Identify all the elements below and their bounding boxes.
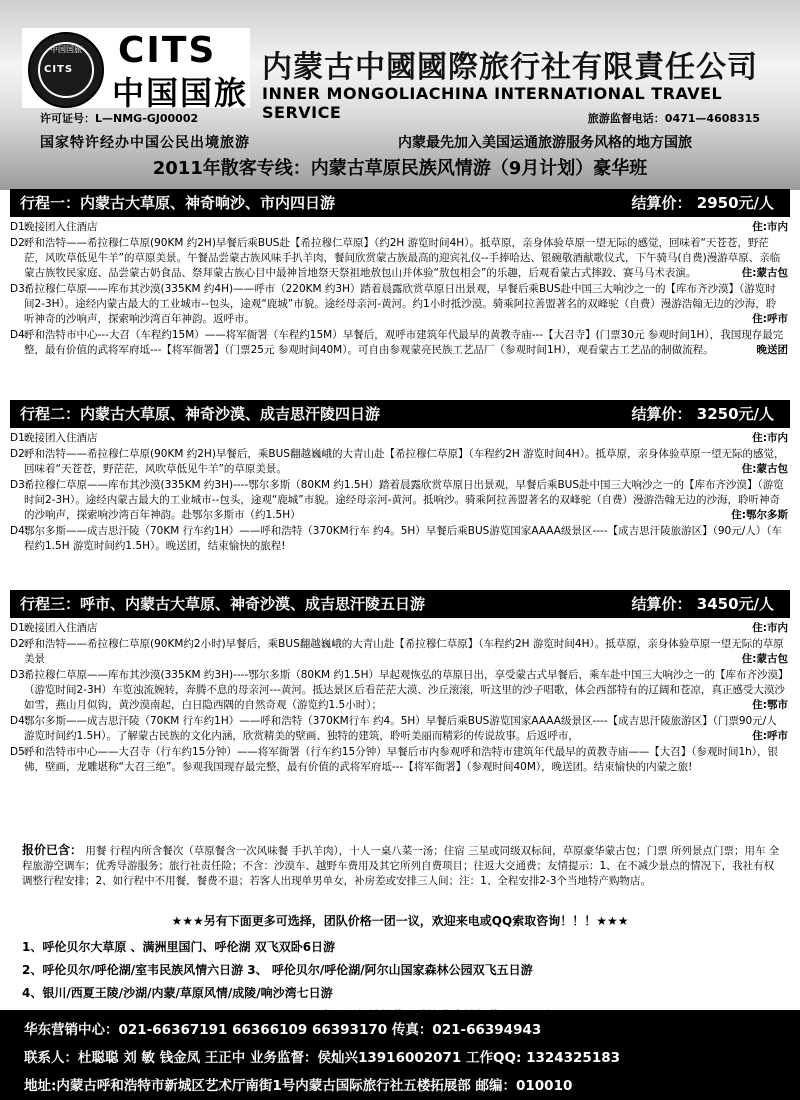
itinerary-2-header xyxy=(10,400,790,428)
itinerary-2 xyxy=(10,400,790,554)
itinerary-2-day-1: D1: 晚接团入住酒店 住:市内 xyxy=(10,432,788,444)
route-item: 2、呼伦贝尔/呼伦湖/室韦民族风情六日游 3、 呼伦贝尔/呼伦湖/阿尔山国家森林公园双飞五日游 xyxy=(22,963,533,977)
itinerary-2-day-2: D2: 呼和浩特——希拉穆仁草原(90KM 约2H)早餐后，乘BUS翻越巍峨的大青山赴【希拉穆仁草原】（车程约2H 游览时间4H）。抵草原，亲身体验草原一望无际的感觉，回味着“天苍苍，野茫茫，风吹草低见牛羊”的草原美景。 住:蒙古包 xyxy=(10,448,788,475)
logo-cn-small: 中国国旅 xyxy=(50,45,82,54)
itinerary-3-price: 结算价： 3450元/人 xyxy=(631,595,774,613)
itinerary-1-price: 结算价： 2950元/人 xyxy=(631,194,774,212)
logo-cits-small: CITS xyxy=(44,64,74,75)
header-banner xyxy=(0,0,800,190)
footer-contact-line: 联系人：杜聪聪 刘 敏 钱金凤 王正中 业务监督：侯灿兴13916002071 工作QQ: 1324325183 xyxy=(24,1050,621,1066)
itinerary-3-day-1: D1: 晚接团入住酒店 住:市内 xyxy=(10,622,788,634)
stay-label: 住:蒙古包 xyxy=(738,266,788,281)
globe-logo-icon xyxy=(28,32,104,108)
stay-label: 住:呼市 xyxy=(748,729,788,744)
price-includes xyxy=(22,843,782,889)
contact-footer xyxy=(0,1010,800,1100)
stay-label: 住:蒙古包 xyxy=(738,462,788,477)
itinerary-3 xyxy=(10,590,790,775)
itinerary-3-title: 行程三：呼市、内蒙古大草原、神奇沙漠、成吉思汗陵五日游 xyxy=(20,595,426,613)
itinerary-1-day-1: D1: 晚接团入住酒店 住:市内 xyxy=(10,221,788,233)
itinerary-3-day-4: D4: 鄂尔多斯——成吉思汗陵（70KM 行车约1H）——呼和浩特（370KM行车 约4。5H）早餐后乘BUS游览国家AAAA级景区----【成吉思汗陵旅游区】（门票90元/人 游览时间约1.5H）。了解蒙古民族的文化内涵，欣赏精美的壁画、独特的建筑，聆听美丽而精彩的传说故事。后返呼市， 住:呼市 xyxy=(10,715,788,742)
route-item: 4、银川/西夏王陵/沙湖/内蒙/草原风情/成陵/响沙湾七日游 xyxy=(22,986,333,1000)
itinerary-2-day-3: D3: 希拉穆仁草原——库布其沙漠(335KM 约3H)----鄂尔多斯（80KM 约1.5H）踏着晨露欣赏草原日出景观，早餐后乘BUS赴中国三大响沙之一的【库布齐沙漠】（游览时间2-3H）。途经内蒙古最大的工业城市--包头，途观“鹿城”市貌。途经母亲河-黄河。抵响沙。骑乘阿拉善盟著名的双峰驼（自费）漫游浩翰无边的沙海，聆听神奇的沙响声，探索响沙湾百年神韵。赴鄂尔多斯市（约1.5H） 住:鄂尔多斯 xyxy=(10,479,788,521)
cits-logo xyxy=(22,28,250,112)
itinerary-1-day-3: D3: 希拉穆仁草原——库布其沙漠(335KM 约4H)——呼市（220KM 约3H）踏着晨露欣赏草原日出景观，早餐后乘BUS赴中国三大响沙之一的【库布齐沙漠】（游览时间2-3H）。途经内蒙古最大的工业城市--包头，途观“鹿城”市貌。途经母亲河-黄河。约1小时抵沙漠。骑乘阿拉善盟著名的双峰驼（自费）漫游浩翰无边的沙海，聆听神奇的沙响声，探索响沙湾百年神韵。返呼市。 住:呼市 xyxy=(10,283,788,325)
more-options-notice: ★★★另有下面更多可选择，团队价格一团一议，欢迎来电或QQ索取咨询！！！★★★ xyxy=(171,914,629,928)
itinerary-3-day-5: D5: 呼和浩特市中心——大召寺（行车约15分钟）——将军衙署（行车约15分钟）早餐后市内参观呼和浩特市建筑年代最早的黄教寺庙——【大召】（参观时间1h），银佛，壁画，龙雕堪称“大召三绝”。参观我国现存最完整，最有价值的武将军府坻---【将军衙署】（参观时间40M），晚送团。结束愉快的内蒙之旅! xyxy=(10,746,779,773)
logo-cn-text: 中国国旅 xyxy=(112,74,249,112)
price-includes-text: 用餐 行程内所含餐次（草原餐含一次风味餐 手扒羊肉），十人一桌八菜一汤；住宿 三星或同级双标间，草原豪华蒙古包；门票 所列景点门票；用车 全程旅游空调车；优秀导游服务；旅行社责任险；不含：沙漠车、越野车费用及其它所列自费项目；往返大交通费；友情提示：1、在不减少景点的情况下，我社有权调整行程安排；2、如行程中不用餐，餐费不退；若客人出现单男单女，补房差或安排三人间；注：1、全程安排2-3个当地特产购物店。 xyxy=(22,845,780,887)
stay-label: 住:呼市 xyxy=(748,312,788,327)
company-name-en: INNER MONGOLIACHINA INTERNATIONAL TRAVEL SERVICE xyxy=(262,84,723,122)
route-item: 1、呼伦贝尔大草原 、满洲里国门、呼伦湖 双飞双卧6日游 xyxy=(22,940,336,954)
stay-label: 住:鄂市 xyxy=(748,698,788,713)
itinerary-2-title: 行程二：内蒙古大草原、神奇沙漠、成吉思汗陵四日游 xyxy=(20,405,381,423)
license-number: 许可证号：L—NMG-GJ00002 xyxy=(40,112,199,125)
stay-label: 住:市内 xyxy=(748,621,788,636)
itinerary-2-day-4: D4: 鄂尔多斯——成吉思汗陵（70KM 行车约1H）——呼和浩特（370KM行车 约4。5H）早餐后乘BUS游览国家AAAA级景区----【成吉思汗陵旅游区】（90元/人）（车程约1.5H 游览时间约1.5H）。晚送团，结束愉快的旅程! xyxy=(10,525,783,552)
itinerary-1-day-4: D4: 呼和浩特市中心---大召（车程约15M）——将军衙署（车程约15M）早餐后，观呼市建筑年代最早的黄教寺庙---【大召寺】(门票30元 参观时间1H），我国现存最完整，最有价值的武将军府坻---【将军衙署】（门票25元 参观时间40M）。可自由参观蒙亮民族工艺品厂（参观时间1H），观看蒙古工艺品的制做流程。 晚送团 xyxy=(10,329,788,356)
subtitle-left: 国家特许经办中国公民出境旅游 xyxy=(40,135,250,151)
itinerary-1-title: 行程一：内蒙古大草原、神奇响沙、市内四日游 xyxy=(20,194,336,212)
itinerary-1-day-2: D2: 呼和浩特——希拉穆仁草原(90KM 约2H)早餐后乘BUS赴【希拉穆仁草原】（约2H 游览时间4H）。抵草原，亲身体验草原一望无际的感觉，回味着“天苍苍，野茫茫，风吹草低见牛羊”的草原美景。午餐品尝蒙古族风味手扒羊肉，餐间欣赏蒙古族最高的迎宾礼仪--手捧哈达、银碗敬酒献歌仪式，下午骑马(自费)漫游草原、亲临蒙古族牧民家庭、品尝蒙古奶食品、祭拜蒙古族心目中最神旨地祭天祭祖地敖包山并体验“敖包相会”的乐趣，后观看蒙古式摔跤、赛马马术表演。 住:蒙古包 xyxy=(10,237,788,279)
stay-label: 住:蒙古包 xyxy=(738,652,788,667)
itinerary-3-day-3: D3: 希拉穆仁草原——库布其沙漠(335KM 约3H)----鄂尔多斯（80KM 约1.5H）早起观恢弘的草原日出，享受蒙古式早餐后，乘车赴中国三大响沙之一的【库布齐沙漠】（游览时间2-3H）车览浊流婉转，奔腾不息的母亲河---黄河。抵达景区后看茫茫大漠、沙丘滚滚，听这里的沙子唱歌，体会西部特有的辽阔和苍凉，真正感受大漠沙如雪，燕山月似钩，黄沙漠南起，白日隐西隅的自然奇观（游览约1.5小时）； 住:鄂市 xyxy=(10,669,788,711)
itinerary-1-header xyxy=(10,189,790,217)
stay-label: 晚送团 xyxy=(753,343,789,358)
footer-address-line: 地址:内蒙古呼和浩特市新城区艺术厅南街1号内蒙古国际旅行社五楼拓展部 邮编：010010 xyxy=(24,1078,573,1094)
logo-cits-text: CITS xyxy=(118,30,217,71)
itinerary-2-price: 结算价： 3250元/人 xyxy=(631,405,774,423)
stay-label: 住:市内 xyxy=(748,431,788,446)
supervision-hotline: 旅游监督电话：0471—4608315 xyxy=(587,112,760,125)
page-title: 2011年散客专线：内蒙古草原民族风情游（9月计划）豪华班 xyxy=(152,158,648,179)
stay-label: 住:市内 xyxy=(748,220,788,235)
itinerary-1 xyxy=(10,189,790,358)
price-includes-label: 报价已含： xyxy=(22,843,83,857)
company-name-cn: 内蒙古中國國際旅行社有限責任公司 xyxy=(262,50,758,85)
footer-phone-line: 华东营销中心：021-66367191 66366109 66393170 传真：021-66394943 xyxy=(24,1022,542,1038)
stay-label: 住:鄂尔多斯 xyxy=(727,508,788,523)
itinerary-3-header xyxy=(10,590,790,618)
itinerary-3-day-2: D2: 呼和浩特——希拉穆仁草原(90KM约2小时)早餐后，乘BUS翻越巍峨的大青山赴【希拉穆仁草原】（车程约2H 游览时间4H）。抵草原，亲身体验草原一望无际的草原美景 住:蒙古包 xyxy=(10,638,788,665)
subtitle-right: 内蒙最先加入美国运通旅游服务风格的地方国旅 xyxy=(398,135,692,151)
